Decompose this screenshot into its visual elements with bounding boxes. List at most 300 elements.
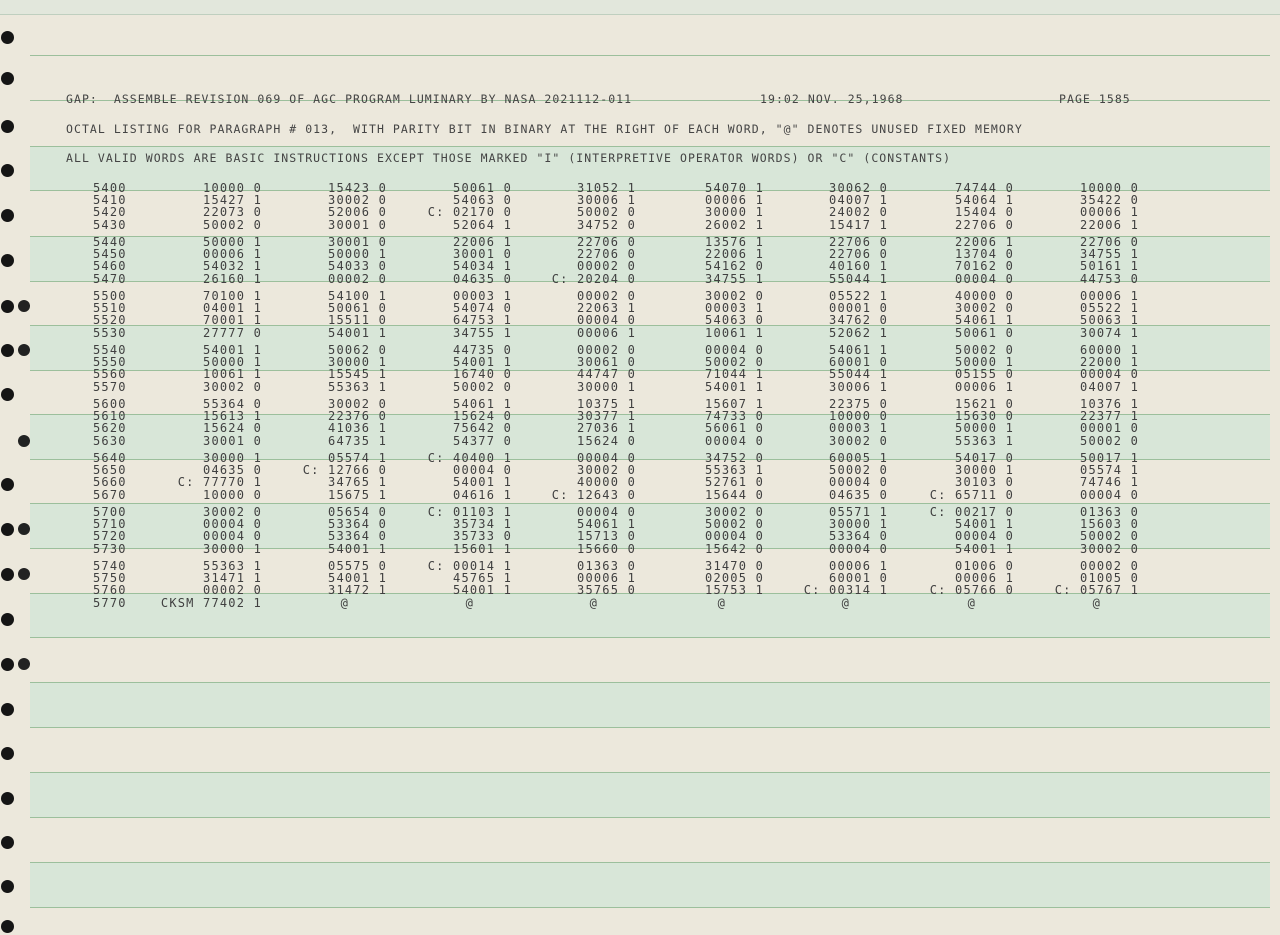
octal-word-cell: 00004 0 — [955, 271, 1014, 286]
octal-word-cell: 30002 0 — [1080, 541, 1139, 556]
octal-word-cell: 30000 1 — [705, 205, 764, 220]
octal-word-cell: 60000 1 — [1080, 343, 1139, 357]
octal-word-cell: 54017 0 — [955, 451, 1014, 465]
octal-word-cell: 00002 0 — [577, 343, 636, 357]
octal-word-cell: 00002 0 — [577, 289, 636, 303]
octal-word-cell: 60005 1 — [829, 451, 888, 465]
feed-hole — [1, 388, 14, 401]
octal-word-cell: 56061 0 — [705, 421, 764, 436]
octal-word-cell: 05155 0 — [955, 367, 1014, 382]
octal-word-cell: 01363 0 — [1080, 505, 1139, 519]
octal-word-cell: 50002 0 — [577, 205, 636, 220]
octal-word-cell: 22000 1 — [1080, 355, 1139, 370]
octal-word-cell: 34755 1 — [1080, 247, 1139, 262]
feed-hole — [1, 836, 14, 849]
octal-word-cell: 54001 1 — [955, 517, 1014, 532]
octal-word-cell: 55044 1 — [829, 367, 888, 382]
octal-word-cell: 15624 0 — [203, 421, 262, 436]
address-cell: 5540 — [93, 343, 127, 357]
address-cell: 5760 — [93, 583, 127, 598]
feed-hole — [1, 120, 14, 133]
octal-word-cell: 50063 1 — [1080, 313, 1139, 328]
octal-word-cell: 30000 1 — [577, 379, 636, 394]
octal-word-cell: 22375 0 — [829, 397, 888, 411]
octal-word-cell: 50002 0 — [1080, 529, 1139, 544]
octal-word-cell: 30001 0 — [453, 247, 512, 262]
octal-word-cell: 00003 1 — [453, 289, 512, 303]
stripe-rule — [30, 146, 1270, 147]
octal-word-cell: 50000 1 — [955, 355, 1014, 370]
octal-word-cell: 22006 1 — [1080, 217, 1139, 232]
octal-word-cell: C: 05767 1 — [1054, 583, 1139, 598]
octal-word-cell: 15601 1 — [453, 541, 512, 556]
feed-hole — [1, 300, 14, 313]
octal-word-cell: C: 20204 0 — [551, 271, 636, 286]
octal-word-cell: 22706 0 — [577, 247, 636, 262]
octal-word-cell: 50000 1 — [328, 247, 387, 262]
octal-word-cell: 34765 1 — [328, 475, 387, 490]
octal-word-cell: 00004 0 — [203, 517, 262, 532]
feed-hole — [1, 31, 14, 44]
octal-word-cell: 55363 1 — [328, 379, 387, 394]
octal-word-cell: 05522 1 — [829, 289, 888, 303]
octal-word-cell: 15660 0 — [577, 541, 636, 556]
address-cell: 5600 — [93, 397, 127, 411]
stripe-rule — [30, 772, 1270, 773]
octal-word-cell: 70100 1 — [203, 289, 262, 303]
address-cell: 5620 — [93, 421, 127, 436]
address-cell: 5720 — [93, 529, 127, 544]
octal-word-cell: 30002 0 — [203, 505, 262, 519]
address-cell: 5450 — [93, 247, 127, 262]
octal-word-cell: 54070 1 — [705, 181, 764, 195]
octal-word-cell: 05574 1 — [1080, 463, 1139, 478]
octal-word-cell: 04007 1 — [1080, 379, 1139, 394]
octal-word-cell: 54034 1 — [453, 259, 512, 274]
octal-word-cell: 54061 1 — [955, 313, 1014, 328]
octal-word-cell: 50002 0 — [203, 217, 262, 232]
octal-word-cell: 10061 1 — [203, 367, 262, 382]
octal-word-cell: 53364 0 — [328, 517, 387, 532]
octal-word-cell: 16740 0 — [453, 367, 512, 382]
feed-hole — [1, 880, 14, 893]
address-cell: 5510 — [93, 301, 127, 316]
octal-word-cell: 54162 0 — [705, 259, 764, 274]
octal-word-cell: 05571 1 — [829, 505, 888, 519]
octal-word-cell: 34755 1 — [453, 325, 512, 340]
octal-word-cell: C: 65711 0 — [929, 487, 1014, 502]
octal-word-cell: 60001 0 — [829, 571, 888, 586]
octal-word-cell: 54001 1 — [955, 541, 1014, 556]
stripe-rule — [30, 862, 1270, 863]
octal-word-cell: 00006 1 — [577, 325, 636, 340]
octal-word-cell: 54001 1 — [203, 343, 262, 357]
octal-word-cell: 60001 0 — [829, 355, 888, 370]
octal-word-cell: 00004 0 — [705, 433, 764, 448]
address-cell: 5440 — [93, 235, 127, 249]
octal-word-cell: 24002 0 — [829, 205, 888, 220]
octal-word-cell: 01363 0 — [577, 559, 636, 573]
octal-word-cell: 22063 1 — [577, 301, 636, 316]
octal-word-cell: 00004 0 — [1080, 487, 1139, 502]
address-cell: 5570 — [93, 379, 127, 394]
octal-word-cell: 30002 0 — [328, 193, 387, 208]
address-cell: 5420 — [93, 205, 127, 220]
octal-word-cell: 50000 1 — [203, 355, 262, 370]
green-stripe — [30, 862, 1270, 907]
feed-hole — [1, 658, 14, 671]
octal-word-cell: 30006 1 — [577, 193, 636, 208]
octal-word-cell: 10000 0 — [203, 487, 262, 502]
octal-word-cell: 54377 0 — [453, 433, 512, 448]
octal-word-cell: 22006 1 — [453, 235, 512, 249]
octal-word-cell: C: 00217 0 — [929, 505, 1014, 519]
octal-word-cell: 54061 1 — [577, 517, 636, 532]
octal-word-cell: 50002 0 — [705, 517, 764, 532]
octal-word-cell: 01005 0 — [1080, 571, 1139, 586]
address-cell: 5530 — [93, 325, 127, 340]
feed-hole — [1, 792, 14, 805]
octal-word-cell: 00004 0 — [577, 451, 636, 465]
octal-word-cell: 22706 0 — [829, 235, 888, 249]
octal-word-cell: 15713 0 — [577, 529, 636, 544]
octal-word-cell: 00004 0 — [705, 529, 764, 544]
feed-hole — [1, 568, 14, 581]
address-cell: 5710 — [93, 517, 127, 532]
octal-word-cell: 30002 0 — [328, 397, 387, 411]
unused-memory-cell: @ — [589, 595, 598, 610]
feed-hole — [18, 568, 30, 580]
octal-word-cell: 54001 1 — [453, 475, 512, 490]
octal-word-cell: 40160 1 — [829, 259, 888, 274]
octal-word-cell: 54064 1 — [955, 193, 1014, 208]
octal-word-cell: 15511 0 — [328, 313, 387, 328]
octal-word-cell: 15624 0 — [453, 409, 512, 424]
octal-word-cell: 54033 0 — [328, 259, 387, 274]
octal-word-cell: 15417 1 — [829, 217, 888, 232]
octal-word-cell: C: 12766 0 — [302, 463, 387, 478]
octal-word-cell: 30001 0 — [203, 433, 262, 448]
octal-word-cell: 54001 1 — [328, 325, 387, 340]
octal-word-cell: 10375 1 — [577, 397, 636, 411]
octal-word-cell: 00003 1 — [705, 301, 764, 316]
unused-memory-cell: @ — [1092, 595, 1101, 610]
octal-word-cell: 75642 0 — [453, 421, 512, 436]
octal-word-cell: 30062 0 — [829, 181, 888, 195]
address-cell: 5500 — [93, 289, 127, 303]
feed-hole — [1, 703, 14, 716]
octal-word-cell: 04616 1 — [453, 487, 512, 502]
octal-word-cell: 15423 0 — [328, 181, 387, 195]
octal-word-cell: 22706 0 — [955, 217, 1014, 232]
octal-word-cell: 31470 0 — [705, 559, 764, 573]
octal-word-cell: 30002 0 — [203, 379, 262, 394]
octal-word-cell: 54061 1 — [829, 343, 888, 357]
feed-hole — [1, 478, 14, 491]
octal-word-cell: C: 00314 1 — [803, 583, 888, 598]
octal-word-cell: 54001 1 — [705, 379, 764, 394]
octal-word-cell: 45765 1 — [453, 571, 512, 586]
octal-word-cell: 55044 1 — [829, 271, 888, 286]
octal-word-cell: C: 01103 1 — [427, 505, 512, 519]
unused-memory-cell: @ — [967, 595, 976, 610]
octal-word-cell: 04635 0 — [203, 463, 262, 478]
octal-word-cell: 30002 0 — [577, 463, 636, 478]
unused-memory-cell: @ — [465, 595, 474, 610]
octal-word-cell: 00006 1 — [705, 193, 764, 208]
octal-word-cell: 35734 1 — [453, 517, 512, 532]
octal-word-cell: 15630 0 — [955, 409, 1014, 424]
octal-word-cell: 15404 0 — [955, 205, 1014, 220]
address-cell: 5750 — [93, 571, 127, 586]
octal-word-cell: 00004 0 — [203, 529, 262, 544]
octal-word-cell: 27036 1 — [577, 421, 636, 436]
address-cell: 5660 — [93, 475, 127, 490]
octal-word-cell: 34762 0 — [829, 313, 888, 328]
octal-word-cell: 34752 0 — [577, 217, 636, 232]
octal-word-cell: 50061 0 — [453, 181, 512, 195]
octal-word-cell: 41036 1 — [328, 421, 387, 436]
green-stripe — [30, 772, 1270, 817]
octal-word-cell: 50062 0 — [328, 343, 387, 357]
octal-word-cell: 22376 0 — [328, 409, 387, 424]
octal-word-cell: 54063 0 — [453, 193, 512, 208]
octal-word-cell: 54001 1 — [453, 583, 512, 598]
octal-word-cell: 10000 0 — [203, 181, 262, 195]
octal-word-cell: 15545 1 — [328, 367, 387, 382]
address-cell: 5700 — [93, 505, 127, 519]
octal-word-cell: 00001 0 — [1080, 421, 1139, 436]
octal-word-cell: 74733 0 — [705, 409, 764, 424]
unused-memory-cell: @ — [340, 595, 349, 610]
address-cell: 5770 — [93, 595, 127, 610]
octal-word-cell: 22706 0 — [829, 247, 888, 262]
octal-word-cell: 10000 0 — [829, 409, 888, 424]
octal-word-cell: 00004 0 — [577, 313, 636, 328]
octal-word-cell: 00006 1 — [829, 559, 888, 573]
octal-word-cell: 52761 0 — [705, 475, 764, 490]
octal-word-cell: 04635 0 — [453, 271, 512, 286]
octal-word-cell: C: 00014 1 — [427, 559, 512, 573]
octal-word-cell: 00006 1 — [955, 571, 1014, 586]
octal-word-cell: 50002 0 — [955, 343, 1014, 357]
octal-word-cell: 64753 1 — [453, 313, 512, 328]
octal-word-cell: 44747 0 — [577, 367, 636, 382]
octal-word-cell: C: 02170 0 — [427, 205, 512, 220]
feed-hole — [1, 72, 14, 85]
feed-hole — [18, 300, 30, 312]
octal-word-cell: 00004 0 — [1080, 367, 1139, 382]
octal-word-cell: 15613 1 — [203, 409, 262, 424]
address-cell: 5520 — [93, 313, 127, 328]
address-cell: 5670 — [93, 487, 127, 502]
octal-word-cell: 00003 1 — [829, 421, 888, 436]
octal-word-cell: 30000 1 — [955, 463, 1014, 478]
octal-word-cell: 44753 0 — [1080, 271, 1139, 286]
octal-word-cell: 50000 1 — [955, 421, 1014, 436]
octal-word-cell: 30061 0 — [577, 355, 636, 370]
octal-word-cell: 22006 1 — [705, 247, 764, 262]
address-cell: 5470 — [93, 271, 127, 286]
octal-word-cell: 55363 1 — [705, 463, 764, 478]
top-strip — [0, 0, 1280, 15]
octal-word-cell: 15753 1 — [705, 583, 764, 598]
octal-word-cell: 30006 1 — [829, 379, 888, 394]
octal-word-cell: 34755 1 — [705, 271, 764, 286]
octal-word-cell: 30001 0 — [328, 217, 387, 232]
octal-word-cell: 15624 0 — [577, 433, 636, 448]
octal-word-cell: 52062 1 — [829, 325, 888, 340]
octal-word-cell: 50002 0 — [829, 463, 888, 478]
octal-word-cell: C: 40400 1 — [427, 451, 512, 465]
octal-word-cell: 13704 0 — [955, 247, 1014, 262]
octal-word-cell: 50061 0 — [955, 325, 1014, 340]
address-cell: 5650 — [93, 463, 127, 478]
octal-word-cell: 30377 1 — [577, 409, 636, 424]
octal-word-cell: 30103 0 — [955, 475, 1014, 490]
address-cell: 5730 — [93, 541, 127, 556]
octal-word-cell: 00001 0 — [829, 301, 888, 316]
octal-word-cell: 00004 0 — [955, 529, 1014, 544]
octal-word-cell: 27777 0 — [203, 325, 262, 340]
stripe-rule — [30, 727, 1270, 728]
octal-word-cell: 35765 0 — [577, 583, 636, 598]
octal-word-cell: 00002 0 — [328, 271, 387, 286]
feed-hole — [1, 254, 14, 267]
octal-word-cell: 22706 0 — [577, 235, 636, 249]
octal-word-cell: 15642 0 — [705, 541, 764, 556]
octal-word-cell: 15427 1 — [203, 193, 262, 208]
address-cell: 5610 — [93, 409, 127, 424]
octal-word-cell: 00004 0 — [705, 343, 764, 357]
octal-word-cell: 22706 0 — [1080, 235, 1139, 249]
octal-word-cell: 54001 1 — [453, 355, 512, 370]
octal-word-cell: 50017 1 — [1080, 451, 1139, 465]
octal-word-cell: 50061 0 — [328, 301, 387, 316]
header-assembly-title: GAP: ASSEMBLE REVISION 069 OF AGC PROGRAM LUMINARY BY NASA 2021112-011 — [66, 92, 633, 106]
octal-word-cell: 30000 1 — [829, 517, 888, 532]
octal-word-cell: 40000 0 — [955, 289, 1014, 303]
octal-word-cell: 30001 0 — [328, 235, 387, 249]
stripe-rule — [30, 55, 1270, 56]
octal-word-cell: 54074 0 — [453, 301, 512, 316]
octal-word-cell: 10376 1 — [1080, 397, 1139, 411]
octal-word-cell: 00004 0 — [577, 505, 636, 519]
octal-word-cell: 44735 0 — [453, 343, 512, 357]
octal-word-cell: 50002 0 — [705, 355, 764, 370]
octal-word-cell: 50161 1 — [1080, 259, 1139, 274]
address-cell: 5640 — [93, 451, 127, 465]
octal-word-cell: 05654 0 — [328, 505, 387, 519]
feed-hole — [18, 435, 30, 447]
octal-word-cell: 30002 0 — [705, 289, 764, 303]
octal-word-cell: 01006 0 — [955, 559, 1014, 573]
octal-word-cell: 40000 0 — [577, 475, 636, 490]
header-listing-description: OCTAL LISTING FOR PARAGRAPH # 013, WITH PARITY BIT IN BINARY AT THE RIGHT OF EACH WORD, "@" DENOTES UNUSED FIXED MEMORY — [66, 122, 1023, 136]
octal-word-cell: 15644 0 — [705, 487, 764, 502]
octal-word-cell: 22006 1 — [955, 235, 1014, 249]
stripe-rule — [30, 817, 1270, 818]
octal-word-cell: 04635 0 — [829, 487, 888, 502]
octal-word-cell: 15621 0 — [955, 397, 1014, 411]
octal-word-cell: 50002 0 — [1080, 433, 1139, 448]
octal-word-cell: 55363 1 — [955, 433, 1014, 448]
octal-word-cell: 00006 1 — [577, 571, 636, 586]
octal-word-cell: 05575 0 — [328, 559, 387, 573]
octal-word-cell: 54061 1 — [453, 397, 512, 411]
feed-hole — [18, 344, 30, 356]
octal-word-cell: C: 05766 0 — [929, 583, 1014, 598]
octal-word-cell: 53364 0 — [829, 529, 888, 544]
stripe-rule — [30, 907, 1270, 908]
unused-memory-cell: @ — [841, 595, 850, 610]
octal-word-cell: 10061 1 — [705, 325, 764, 340]
octal-word-cell: 74744 0 — [955, 181, 1014, 195]
unused-memory-cell: @ — [717, 595, 726, 610]
octal-word-cell: 04007 1 — [829, 193, 888, 208]
address-cell: 5740 — [93, 559, 127, 573]
octal-word-cell: 30002 0 — [705, 505, 764, 519]
octal-word-cell: 53364 0 — [328, 529, 387, 544]
octal-word-cell: 70001 1 — [203, 313, 262, 328]
stripe-rule — [30, 637, 1270, 638]
feed-hole — [1, 747, 14, 760]
feed-hole — [1, 920, 14, 933]
octal-word-cell: 26002 1 — [705, 217, 764, 232]
octal-word-cell: 50002 0 — [453, 379, 512, 394]
header-timestamp: 19:02 NOV. 25,1968 — [760, 92, 904, 106]
octal-word-cell: 22377 1 — [1080, 409, 1139, 424]
octal-word-cell: 54100 1 — [328, 289, 387, 303]
octal-word-cell: 54001 1 — [328, 541, 387, 556]
octal-word-cell: 10000 0 — [1080, 181, 1139, 195]
octal-word-cell: 15607 1 — [705, 397, 764, 411]
octal-word-cell: 70162 0 — [955, 259, 1014, 274]
octal-word-cell: 31472 1 — [328, 583, 387, 598]
octal-word-cell: 30002 0 — [829, 433, 888, 448]
octal-word-cell: 64735 1 — [328, 433, 387, 448]
octal-word-cell: 00004 0 — [453, 463, 512, 478]
address-cell: 5430 — [93, 217, 127, 232]
octal-word-cell: 00006 1 — [1080, 289, 1139, 303]
octal-word-cell: 00004 0 — [829, 541, 888, 556]
tractor-feed-holes — [0, 0, 22, 935]
octal-word-cell: 55364 0 — [203, 397, 262, 411]
octal-word-cell: 15603 0 — [1080, 517, 1139, 532]
feed-hole — [18, 658, 30, 670]
green-stripe — [30, 682, 1270, 727]
header-word-legend: ALL VALID WORDS ARE BASIC INSTRUCTIONS EXCEPT THOSE MARKED "I" (INTERPRETIVE OPERATOR WORDS) OR "C" (CONSTANTS) — [66, 151, 952, 165]
octal-word-cell: 00004 0 — [829, 475, 888, 490]
octal-word-cell: 00002 0 — [1080, 559, 1139, 573]
stripe-rule — [30, 503, 1270, 504]
address-cell: 5560 — [93, 367, 127, 382]
octal-word-cell: 00006 1 — [203, 247, 262, 262]
octal-word-cell: 30074 1 — [1080, 325, 1139, 340]
stripe-rule — [30, 682, 1270, 683]
feed-hole — [1, 164, 14, 177]
octal-word-cell: 54001 1 — [328, 571, 387, 586]
octal-word-cell: 52006 0 — [328, 205, 387, 220]
address-cell: 5400 — [93, 181, 127, 195]
octal-word-cell: 00006 1 — [955, 379, 1014, 394]
octal-word-cell: 74746 1 — [1080, 475, 1139, 490]
header-page-number: PAGE 1585 — [1059, 92, 1131, 106]
feed-hole — [1, 344, 14, 357]
address-cell: 5460 — [93, 259, 127, 274]
octal-word-cell: 31471 1 — [203, 571, 262, 586]
octal-word-cell: 05574 1 — [328, 451, 387, 465]
